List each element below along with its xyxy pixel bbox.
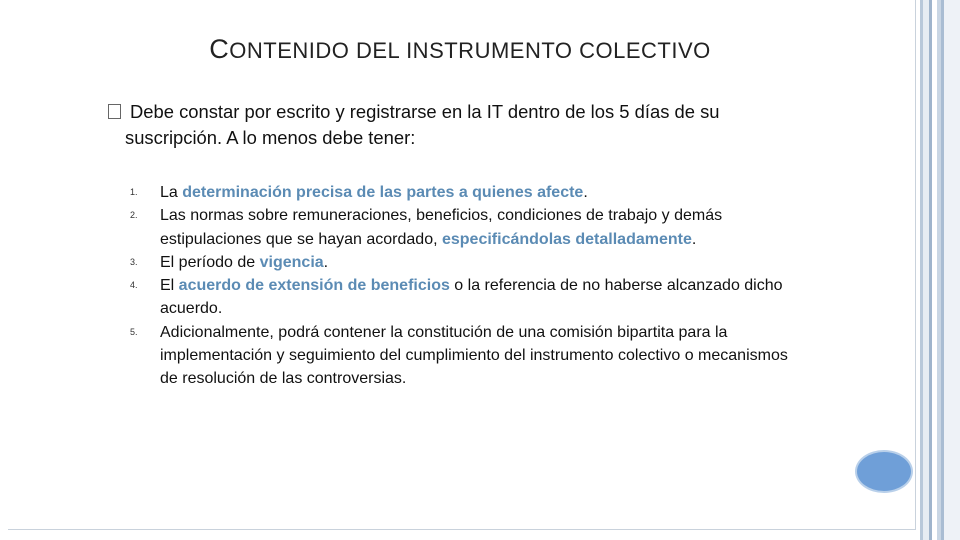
list-item [130,181,810,204]
list-item [130,204,810,251]
highlighted-text: acuerdo de extensión de beneficios [178,277,450,295]
item-text: La [160,184,183,201]
highlighted-text: especificándolas detalladamente [441,230,692,248]
highlighted-text: determinación precisa de las partes a quienes afecte [182,184,584,201]
item-text: . [323,253,329,271]
list-number: 4. [130,280,138,291]
list-number: 2. [130,210,138,221]
highlighted-text: vigencia [259,253,324,271]
item-text: El período de [160,253,260,271]
decorative-stripes [916,0,960,540]
intro-line-1: Debe constar por escrito y registrarse en la IT dentro de los 5 días de su [130,101,720,122]
list-item [130,251,810,274]
slide-title [0,34,920,65]
item-text: . [691,230,697,248]
list-number: 3. [130,256,138,267]
bullet-box-icon [108,104,121,119]
title-initial: C [209,34,230,64]
requirements-list [130,181,810,391]
list-item [130,274,810,321]
list-number: 5. [130,326,138,337]
item-text: . [583,184,588,201]
item-text: Las normas sobre remuneraciones, beneficios, condiciones de trabajo y demás estipulaciones que se hayan acordado, [160,207,723,248]
item-text: o la referencia de no haberse alcanzado dicho acuerdo. [160,277,783,318]
intro-line-2: suscripción. A lo menos debe tener: [125,127,416,148]
item-text: El [160,277,179,295]
decorative-circle [855,450,913,493]
list-item [130,321,810,391]
list-number: 1. [130,187,138,197]
stripe [944,0,960,540]
item-text: Adicionalmente, podrá contener la constitución de una comisión bipartita para la implementación y seguimiento del cumplimiento del instrumento colectivo o mecanismos de resolución de las controversias. [160,323,788,388]
intro-bullet [108,99,818,151]
title-rest: ONTENIDO DEL INSTRUMENTO COLECTIVO [229,38,711,63]
